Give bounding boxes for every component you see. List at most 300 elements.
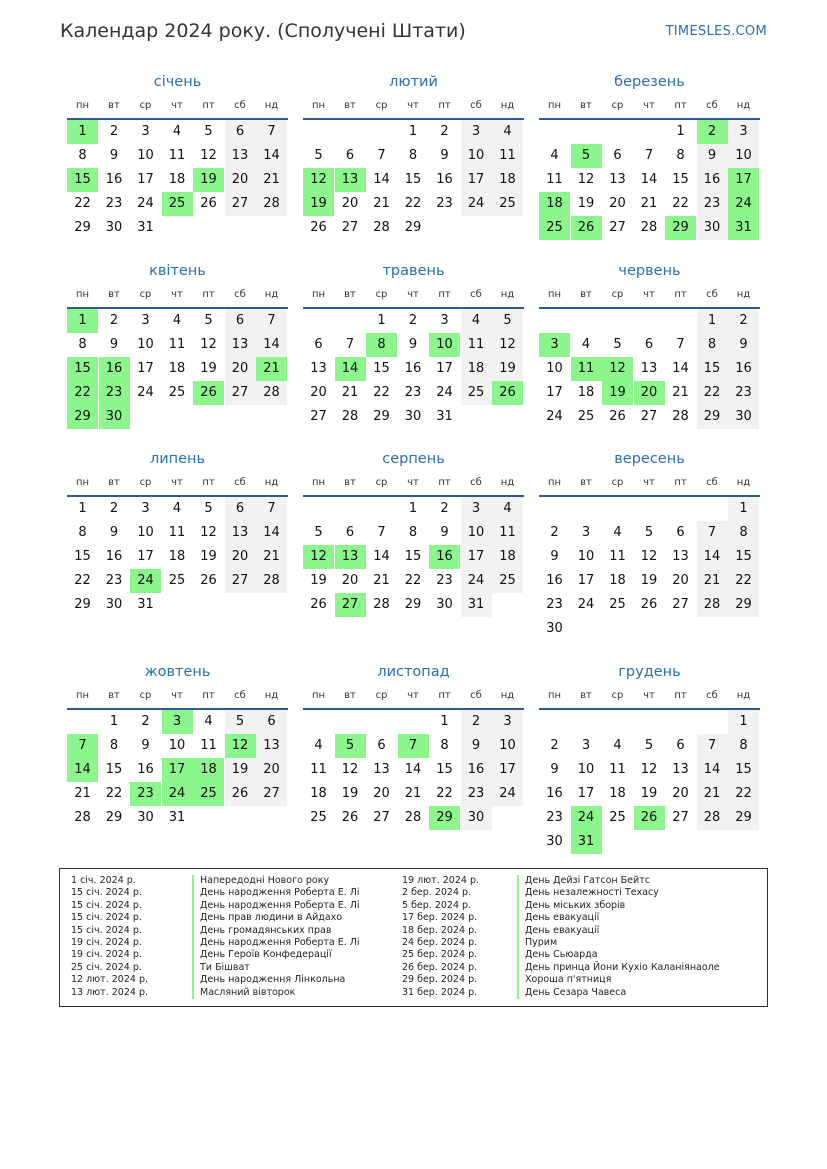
calendar-day[interactable]: 19 bbox=[310, 573, 327, 588]
calendar-day[interactable]: 27 bbox=[231, 385, 249, 400]
calendar-day[interactable]: 31 bbox=[168, 810, 186, 825]
calendar-day[interactable]: 19 bbox=[640, 786, 658, 801]
calendar-day[interactable]: 24 bbox=[546, 409, 563, 424]
calendar-day[interactable]: 13 bbox=[373, 762, 390, 777]
holiday-day[interactable]: 3 bbox=[539, 333, 570, 357]
calendar-day[interactable]: 23 bbox=[105, 196, 123, 211]
calendar-day[interactable]: 24 bbox=[499, 786, 516, 801]
calendar-day[interactable]: 26 bbox=[200, 573, 217, 588]
calendar-day[interactable]: 12 bbox=[341, 762, 359, 777]
calendar-day[interactable]: 7 bbox=[707, 525, 717, 540]
calendar-day[interactable]: 25 bbox=[168, 385, 186, 400]
calendar-day[interactable]: 27 bbox=[231, 573, 249, 588]
calendar-day[interactable]: 21 bbox=[263, 172, 280, 187]
calendar-day[interactable]: 13 bbox=[231, 525, 249, 540]
calendar-day[interactable]: 24 bbox=[137, 385, 154, 400]
holiday-day[interactable]: 23 bbox=[99, 381, 130, 405]
calendar-day[interactable]: 6 bbox=[314, 337, 323, 352]
calendar-day[interactable]: 1 bbox=[78, 501, 87, 516]
calendar-day[interactable]: 28 bbox=[404, 810, 422, 825]
calendar-day[interactable]: 16 bbox=[105, 549, 123, 564]
calendar-day[interactable]: 15 bbox=[672, 172, 689, 187]
calendar-day[interactable]: 15 bbox=[404, 549, 422, 564]
calendar-day[interactable]: 25 bbox=[499, 196, 516, 211]
calendar-day[interactable]: 9 bbox=[440, 525, 449, 540]
calendar-day[interactable]: 16 bbox=[703, 172, 721, 187]
calendar-day[interactable]: 22 bbox=[404, 196, 422, 211]
calendar-day[interactable]: 19 bbox=[341, 786, 359, 801]
calendar-day[interactable]: 30 bbox=[546, 834, 563, 849]
calendar-day[interactable]: 19 bbox=[200, 549, 217, 564]
calendar-day[interactable]: 31 bbox=[436, 409, 453, 424]
calendar-day[interactable]: 3 bbox=[141, 124, 150, 139]
calendar-day[interactable]: 15 bbox=[703, 361, 721, 376]
calendar-day[interactable]: 20 bbox=[231, 172, 249, 187]
holiday-day[interactable]: 24 bbox=[130, 569, 161, 593]
calendar-day[interactable]: 12 bbox=[577, 172, 595, 187]
calendar-day[interactable]: 22 bbox=[735, 573, 752, 588]
calendar-day[interactable]: 9 bbox=[550, 549, 559, 564]
calendar-day[interactable]: 7 bbox=[267, 124, 276, 139]
calendar-day[interactable]: 17 bbox=[137, 172, 154, 187]
calendar-day[interactable]: 13 bbox=[231, 148, 249, 163]
calendar-day[interactable]: 30 bbox=[105, 220, 123, 235]
calendar-day[interactable]: 29 bbox=[74, 597, 91, 612]
calendar-day[interactable]: 14 bbox=[672, 361, 689, 376]
calendar-day[interactable]: 4 bbox=[204, 714, 213, 729]
holiday-day[interactable]: 12 bbox=[602, 357, 633, 381]
calendar-day[interactable]: 20 bbox=[672, 786, 689, 801]
calendar-day[interactable]: 17 bbox=[137, 549, 154, 564]
calendar-day[interactable]: 28 bbox=[703, 597, 721, 612]
calendar-day[interactable]: 15 bbox=[735, 549, 752, 564]
holiday-day[interactable]: 25 bbox=[162, 192, 193, 216]
calendar-day[interactable]: 6 bbox=[345, 525, 355, 540]
calendar-day[interactable]: 29 bbox=[404, 597, 422, 612]
calendar-day[interactable]: 22 bbox=[735, 786, 752, 801]
calendar-day[interactable]: 26 bbox=[310, 597, 327, 612]
holiday-day[interactable]: 26 bbox=[492, 381, 523, 405]
holiday-day[interactable]: 30 bbox=[99, 405, 130, 429]
calendar-day[interactable]: 10 bbox=[467, 525, 485, 540]
calendar-day[interactable]: 13 bbox=[640, 361, 658, 376]
calendar-day[interactable]: 14 bbox=[263, 525, 280, 540]
calendar-day[interactable]: 6 bbox=[235, 313, 245, 328]
calendar-day[interactable]: 8 bbox=[739, 525, 748, 540]
calendar-day[interactable]: 23 bbox=[546, 597, 563, 612]
calendar-day[interactable]: 22 bbox=[404, 573, 422, 588]
calendar-day[interactable]: 18 bbox=[310, 786, 327, 801]
calendar-day[interactable]: 3 bbox=[581, 525, 591, 540]
calendar-day[interactable]: 20 bbox=[341, 573, 359, 588]
calendar-day[interactable]: 18 bbox=[609, 573, 626, 588]
calendar-day[interactable]: 11 bbox=[310, 762, 327, 777]
holiday-day[interactable]: 1 bbox=[67, 120, 98, 144]
calendar-day[interactable]: 14 bbox=[404, 762, 422, 777]
calendar-day[interactable]: 5 bbox=[613, 337, 622, 352]
calendar-day[interactable]: 13 bbox=[672, 549, 689, 564]
holiday-day[interactable]: 25 bbox=[193, 782, 224, 806]
calendar-day[interactable]: 9 bbox=[141, 738, 150, 753]
calendar-day[interactable]: 30 bbox=[467, 810, 485, 825]
calendar-day[interactable]: 11 bbox=[499, 148, 516, 163]
calendar-day[interactable]: 1 bbox=[440, 714, 449, 729]
calendar-day[interactable]: 29 bbox=[404, 220, 422, 235]
holiday-day[interactable]: 18 bbox=[193, 758, 224, 782]
calendar-day[interactable]: 8 bbox=[408, 525, 418, 540]
calendar-day[interactable]: 21 bbox=[640, 196, 658, 211]
calendar-day[interactable]: 6 bbox=[676, 525, 685, 540]
calendar-day[interactable]: 27 bbox=[231, 196, 249, 211]
calendar-day[interactable]: 23 bbox=[735, 385, 752, 400]
calendar-day[interactable]: 3 bbox=[471, 124, 481, 139]
calendar-day[interactable]: 11 bbox=[609, 549, 626, 564]
holiday-day[interactable]: 31 bbox=[571, 830, 602, 854]
calendar-day[interactable]: 2 bbox=[109, 313, 119, 328]
calendar-day[interactable]: 9 bbox=[739, 337, 748, 352]
calendar-day[interactable]: 26 bbox=[200, 196, 217, 211]
calendar-day[interactable]: 7 bbox=[377, 148, 386, 163]
holiday-day[interactable]: 19 bbox=[193, 168, 224, 192]
holiday-day[interactable]: 18 bbox=[539, 192, 570, 216]
calendar-day[interactable]: 29 bbox=[74, 220, 91, 235]
calendar-day[interactable]: 27 bbox=[609, 220, 626, 235]
calendar-day[interactable]: 9 bbox=[109, 337, 119, 352]
calendar-day[interactable]: 8 bbox=[408, 148, 418, 163]
calendar-day[interactable]: 19 bbox=[640, 573, 658, 588]
holiday-day[interactable]: 27 bbox=[335, 593, 366, 617]
calendar-day[interactable]: 14 bbox=[640, 172, 658, 187]
holiday-day[interactable]: 31 bbox=[728, 216, 759, 240]
calendar-day[interactable]: 17 bbox=[436, 361, 453, 376]
calendar-day[interactable]: 7 bbox=[644, 148, 654, 163]
calendar-day[interactable]: 27 bbox=[263, 786, 280, 801]
holiday-day[interactable]: 5 bbox=[571, 144, 602, 168]
calendar-day[interactable]: 3 bbox=[739, 124, 748, 139]
calendar-day[interactable]: 11 bbox=[168, 148, 186, 163]
calendar-day[interactable]: 20 bbox=[231, 549, 249, 564]
calendar-day[interactable]: 5 bbox=[204, 313, 213, 328]
calendar-day[interactable]: 14 bbox=[703, 762, 721, 777]
calendar-day[interactable]: 26 bbox=[341, 810, 359, 825]
calendar-day[interactable]: 30 bbox=[404, 409, 422, 424]
calendar-day[interactable]: 8 bbox=[440, 738, 449, 753]
calendar-day[interactable]: 18 bbox=[168, 361, 186, 376]
calendar-day[interactable]: 16 bbox=[137, 762, 154, 777]
calendar-day[interactable]: 10 bbox=[168, 738, 186, 753]
calendar-day[interactable]: 10 bbox=[546, 361, 563, 376]
calendar-day[interactable]: 30 bbox=[105, 597, 123, 612]
calendar-day[interactable]: 21 bbox=[263, 549, 280, 564]
calendar-day[interactable]: 22 bbox=[74, 573, 91, 588]
calendar-day[interactable]: 6 bbox=[644, 337, 654, 352]
calendar-day[interactable]: 21 bbox=[404, 786, 422, 801]
calendar-day[interactable]: 11 bbox=[200, 738, 217, 753]
calendar-day[interactable]: 5 bbox=[314, 525, 323, 540]
calendar-day[interactable]: 4 bbox=[581, 337, 591, 352]
calendar-day[interactable]: 31 bbox=[137, 597, 154, 612]
holiday-day[interactable]: 3 bbox=[162, 710, 193, 734]
calendar-day[interactable]: 10 bbox=[735, 148, 752, 163]
calendar-day[interactable]: 13 bbox=[672, 762, 689, 777]
calendar-day[interactable]: 4 bbox=[550, 148, 559, 163]
calendar-day[interactable]: 8 bbox=[739, 738, 748, 753]
holiday-day[interactable]: 17 bbox=[728, 168, 759, 192]
calendar-day[interactable]: 12 bbox=[640, 762, 658, 777]
calendar-day[interactable]: 3 bbox=[141, 501, 150, 516]
calendar-day[interactable]: 2 bbox=[109, 124, 119, 139]
calendar-day[interactable]: 18 bbox=[499, 549, 516, 564]
calendar-day[interactable]: 16 bbox=[467, 762, 485, 777]
calendar-day[interactable]: 1 bbox=[707, 313, 717, 328]
calendar-day[interactable]: 8 bbox=[109, 738, 119, 753]
calendar-day[interactable]: 29 bbox=[105, 810, 123, 825]
calendar-day[interactable]: 29 bbox=[373, 409, 390, 424]
holiday-day[interactable]: 7 bbox=[67, 734, 98, 758]
calendar-day[interactable]: 24 bbox=[577, 597, 595, 612]
calendar-day[interactable]: 17 bbox=[577, 786, 595, 801]
calendar-day[interactable]: 11 bbox=[168, 337, 186, 352]
calendar-day[interactable]: 3 bbox=[141, 313, 150, 328]
calendar-day[interactable]: 21 bbox=[373, 196, 390, 211]
calendar-day[interactable]: 17 bbox=[467, 172, 485, 187]
calendar-day[interactable]: 17 bbox=[546, 385, 563, 400]
calendar-day[interactable]: 14 bbox=[263, 148, 280, 163]
holiday-day[interactable]: 16 bbox=[429, 545, 460, 569]
calendar-day[interactable]: 31 bbox=[467, 597, 485, 612]
calendar-day[interactable]: 10 bbox=[577, 549, 595, 564]
calendar-day[interactable]: 28 bbox=[703, 810, 721, 825]
calendar-day[interactable]: 30 bbox=[137, 810, 154, 825]
calendar-day[interactable]: 16 bbox=[735, 361, 752, 376]
calendar-day[interactable]: 1 bbox=[109, 714, 119, 729]
calendar-day[interactable]: 11 bbox=[499, 525, 516, 540]
calendar-day[interactable]: 4 bbox=[613, 738, 622, 753]
calendar-day[interactable]: 30 bbox=[436, 597, 453, 612]
calendar-day[interactable]: 1 bbox=[408, 501, 418, 516]
holiday-day[interactable]: 15 bbox=[67, 357, 98, 381]
calendar-day[interactable]: 2 bbox=[408, 313, 418, 328]
calendar-day[interactable]: 20 bbox=[373, 786, 390, 801]
calendar-day[interactable]: 8 bbox=[78, 525, 87, 540]
calendar-day[interactable]: 28 bbox=[341, 409, 359, 424]
calendar-day[interactable]: 19 bbox=[200, 361, 217, 376]
calendar-day[interactable]: 13 bbox=[609, 172, 626, 187]
calendar-day[interactable]: 25 bbox=[310, 810, 327, 825]
calendar-day[interactable]: 10 bbox=[137, 337, 154, 352]
calendar-day[interactable]: 8 bbox=[676, 148, 685, 163]
holiday-day[interactable]: 11 bbox=[571, 357, 602, 381]
calendar-day[interactable]: 30 bbox=[735, 409, 752, 424]
calendar-day[interactable]: 10 bbox=[137, 148, 154, 163]
calendar-day[interactable]: 7 bbox=[377, 525, 386, 540]
holiday-day[interactable]: 19 bbox=[303, 192, 334, 216]
calendar-day[interactable]: 18 bbox=[168, 172, 186, 187]
calendar-day[interactable]: 2 bbox=[141, 714, 150, 729]
calendar-day[interactable]: 26 bbox=[231, 786, 249, 801]
calendar-day[interactable]: 4 bbox=[172, 313, 182, 328]
calendar-day[interactable]: 25 bbox=[168, 573, 186, 588]
calendar-day[interactable]: 27 bbox=[310, 409, 327, 424]
calendar-day[interactable]: 14 bbox=[373, 172, 390, 187]
calendar-day[interactable]: 21 bbox=[672, 385, 689, 400]
holiday-day[interactable]: 10 bbox=[429, 333, 460, 357]
calendar-day[interactable]: 11 bbox=[467, 337, 485, 352]
brand-link[interactable]: TIMESLES.COM bbox=[665, 24, 767, 39]
calendar-day[interactable]: 6 bbox=[377, 738, 386, 753]
holiday-day[interactable]: 13 bbox=[335, 545, 366, 569]
calendar-day[interactable]: 24 bbox=[467, 573, 485, 588]
calendar-day[interactable]: 8 bbox=[78, 148, 87, 163]
holiday-day[interactable]: 12 bbox=[225, 734, 256, 758]
holiday-day[interactable]: 14 bbox=[67, 758, 98, 782]
calendar-day[interactable]: 23 bbox=[404, 385, 422, 400]
calendar-day[interactable]: 8 bbox=[78, 337, 87, 352]
calendar-day[interactable]: 28 bbox=[74, 810, 91, 825]
calendar-day[interactable]: 21 bbox=[703, 573, 721, 588]
calendar-day[interactable]: 29 bbox=[703, 409, 721, 424]
calendar-day[interactable]: 9 bbox=[109, 525, 119, 540]
calendar-day[interactable]: 6 bbox=[613, 148, 622, 163]
calendar-day[interactable]: 10 bbox=[137, 525, 154, 540]
calendar-day[interactable]: 21 bbox=[703, 786, 721, 801]
calendar-day[interactable]: 9 bbox=[408, 337, 418, 352]
calendar-day[interactable]: 26 bbox=[640, 597, 658, 612]
calendar-day[interactable]: 7 bbox=[267, 313, 276, 328]
calendar-day[interactable]: 14 bbox=[373, 549, 390, 564]
calendar-day[interactable]: 10 bbox=[577, 762, 595, 777]
calendar-day[interactable]: 5 bbox=[644, 738, 654, 753]
calendar-day[interactable]: 17 bbox=[137, 361, 154, 376]
calendar-day[interactable]: 28 bbox=[672, 409, 689, 424]
holiday-day[interactable]: 24 bbox=[162, 782, 193, 806]
calendar-day[interactable]: 2 bbox=[440, 501, 449, 516]
calendar-day[interactable]: 9 bbox=[550, 762, 559, 777]
holiday-day[interactable]: 2 bbox=[697, 120, 728, 144]
holiday-day[interactable]: 17 bbox=[162, 758, 193, 782]
calendar-day[interactable]: 3 bbox=[440, 313, 449, 328]
calendar-day[interactable]: 23 bbox=[436, 573, 453, 588]
calendar-day[interactable]: 13 bbox=[231, 337, 249, 352]
calendar-day[interactable]: 2 bbox=[550, 738, 559, 753]
calendar-day[interactable]: 5 bbox=[644, 525, 654, 540]
calendar-day[interactable]: 5 bbox=[204, 124, 213, 139]
calendar-day[interactable]: 5 bbox=[204, 501, 213, 516]
calendar-day[interactable]: 30 bbox=[546, 621, 563, 636]
calendar-day[interactable]: 4 bbox=[503, 124, 512, 139]
calendar-day[interactable]: 12 bbox=[200, 525, 217, 540]
calendar-day[interactable]: 12 bbox=[200, 148, 217, 163]
calendar-day[interactable]: 28 bbox=[263, 385, 280, 400]
calendar-day[interactable]: 23 bbox=[467, 786, 485, 801]
calendar-day[interactable]: 12 bbox=[499, 337, 516, 352]
holiday-day[interactable]: 1 bbox=[67, 309, 98, 333]
calendar-day[interactable]: 19 bbox=[231, 762, 249, 777]
calendar-day[interactable]: 15 bbox=[404, 172, 422, 187]
calendar-day[interactable]: 23 bbox=[436, 196, 453, 211]
calendar-day[interactable]: 22 bbox=[672, 196, 689, 211]
holiday-day[interactable]: 26 bbox=[634, 806, 665, 830]
calendar-day[interactable]: 6 bbox=[676, 738, 685, 753]
calendar-day[interactable]: 22 bbox=[74, 196, 91, 211]
holiday-day[interactable]: 5 bbox=[335, 734, 366, 758]
calendar-day[interactable]: 1 bbox=[739, 714, 748, 729]
calendar-day[interactable]: 6 bbox=[345, 148, 355, 163]
holiday-day[interactable]: 7 bbox=[398, 734, 429, 758]
calendar-day[interactable]: 16 bbox=[436, 172, 453, 187]
holiday-day[interactable]: 26 bbox=[193, 381, 224, 405]
calendar-day[interactable]: 7 bbox=[707, 738, 717, 753]
calendar-day[interactable]: 18 bbox=[168, 549, 186, 564]
calendar-day[interactable]: 27 bbox=[341, 220, 359, 235]
calendar-day[interactable]: 11 bbox=[609, 762, 626, 777]
calendar-day[interactable]: 1 bbox=[408, 124, 418, 139]
calendar-day[interactable]: 14 bbox=[703, 549, 721, 564]
calendar-day[interactable]: 7 bbox=[345, 337, 355, 352]
calendar-day[interactable]: 25 bbox=[499, 573, 516, 588]
calendar-day[interactable]: 3 bbox=[471, 501, 481, 516]
calendar-day[interactable]: 5 bbox=[314, 148, 323, 163]
calendar-day[interactable]: 4 bbox=[503, 501, 512, 516]
calendar-day[interactable]: 1 bbox=[676, 124, 685, 139]
holiday-day[interactable]: 29 bbox=[67, 405, 98, 429]
calendar-day[interactable]: 23 bbox=[546, 810, 563, 825]
calendar-day[interactable]: 14 bbox=[263, 337, 280, 352]
calendar-day[interactable]: 31 bbox=[137, 220, 154, 235]
calendar-day[interactable]: 2 bbox=[550, 525, 559, 540]
calendar-day[interactable]: 23 bbox=[105, 573, 123, 588]
holiday-day[interactable]: 29 bbox=[429, 806, 460, 830]
calendar-day[interactable]: 25 bbox=[609, 810, 626, 825]
calendar-day[interactable]: 3 bbox=[503, 714, 512, 729]
calendar-day[interactable]: 4 bbox=[172, 124, 182, 139]
calendar-day[interactable]: 11 bbox=[546, 172, 563, 187]
holiday-day[interactable]: 26 bbox=[571, 216, 602, 240]
calendar-day[interactable]: 28 bbox=[373, 220, 390, 235]
calendar-day[interactable]: 28 bbox=[640, 220, 658, 235]
holiday-day[interactable]: 22 bbox=[67, 381, 98, 405]
calendar-day[interactable]: 8 bbox=[707, 337, 717, 352]
holiday-day[interactable]: 12 bbox=[303, 168, 334, 192]
calendar-day[interactable]: 25 bbox=[609, 597, 626, 612]
calendar-day[interactable]: 15 bbox=[74, 549, 91, 564]
calendar-day[interactable]: 24 bbox=[436, 385, 453, 400]
calendar-day[interactable]: 30 bbox=[703, 220, 721, 235]
calendar-day[interactable]: 13 bbox=[310, 361, 327, 376]
calendar-day[interactable]: 2 bbox=[440, 124, 449, 139]
calendar-day[interactable]: 4 bbox=[314, 738, 323, 753]
calendar-day[interactable]: 23 bbox=[703, 196, 721, 211]
calendar-day[interactable]: 6 bbox=[267, 714, 276, 729]
holiday-day[interactable]: 12 bbox=[303, 545, 334, 569]
holiday-day[interactable]: 8 bbox=[366, 333, 397, 357]
calendar-day[interactable]: 4 bbox=[613, 525, 622, 540]
calendar-day[interactable]: 28 bbox=[263, 196, 280, 211]
calendar-day[interactable]: 15 bbox=[436, 762, 453, 777]
holiday-day[interactable]: 20 bbox=[634, 381, 665, 405]
calendar-day[interactable]: 29 bbox=[735, 597, 752, 612]
calendar-day[interactable]: 27 bbox=[373, 810, 390, 825]
calendar-day[interactable]: 17 bbox=[467, 549, 485, 564]
calendar-day[interactable]: 16 bbox=[546, 786, 563, 801]
calendar-day[interactable]: 18 bbox=[499, 172, 516, 187]
calendar-day[interactable]: 28 bbox=[263, 573, 280, 588]
calendar-day[interactable]: 20 bbox=[672, 573, 689, 588]
holiday-day[interactable]: 24 bbox=[728, 192, 759, 216]
calendar-day[interactable]: 27 bbox=[672, 810, 689, 825]
calendar-day[interactable]: 6 bbox=[235, 501, 245, 516]
holiday-day[interactable]: 19 bbox=[602, 381, 633, 405]
